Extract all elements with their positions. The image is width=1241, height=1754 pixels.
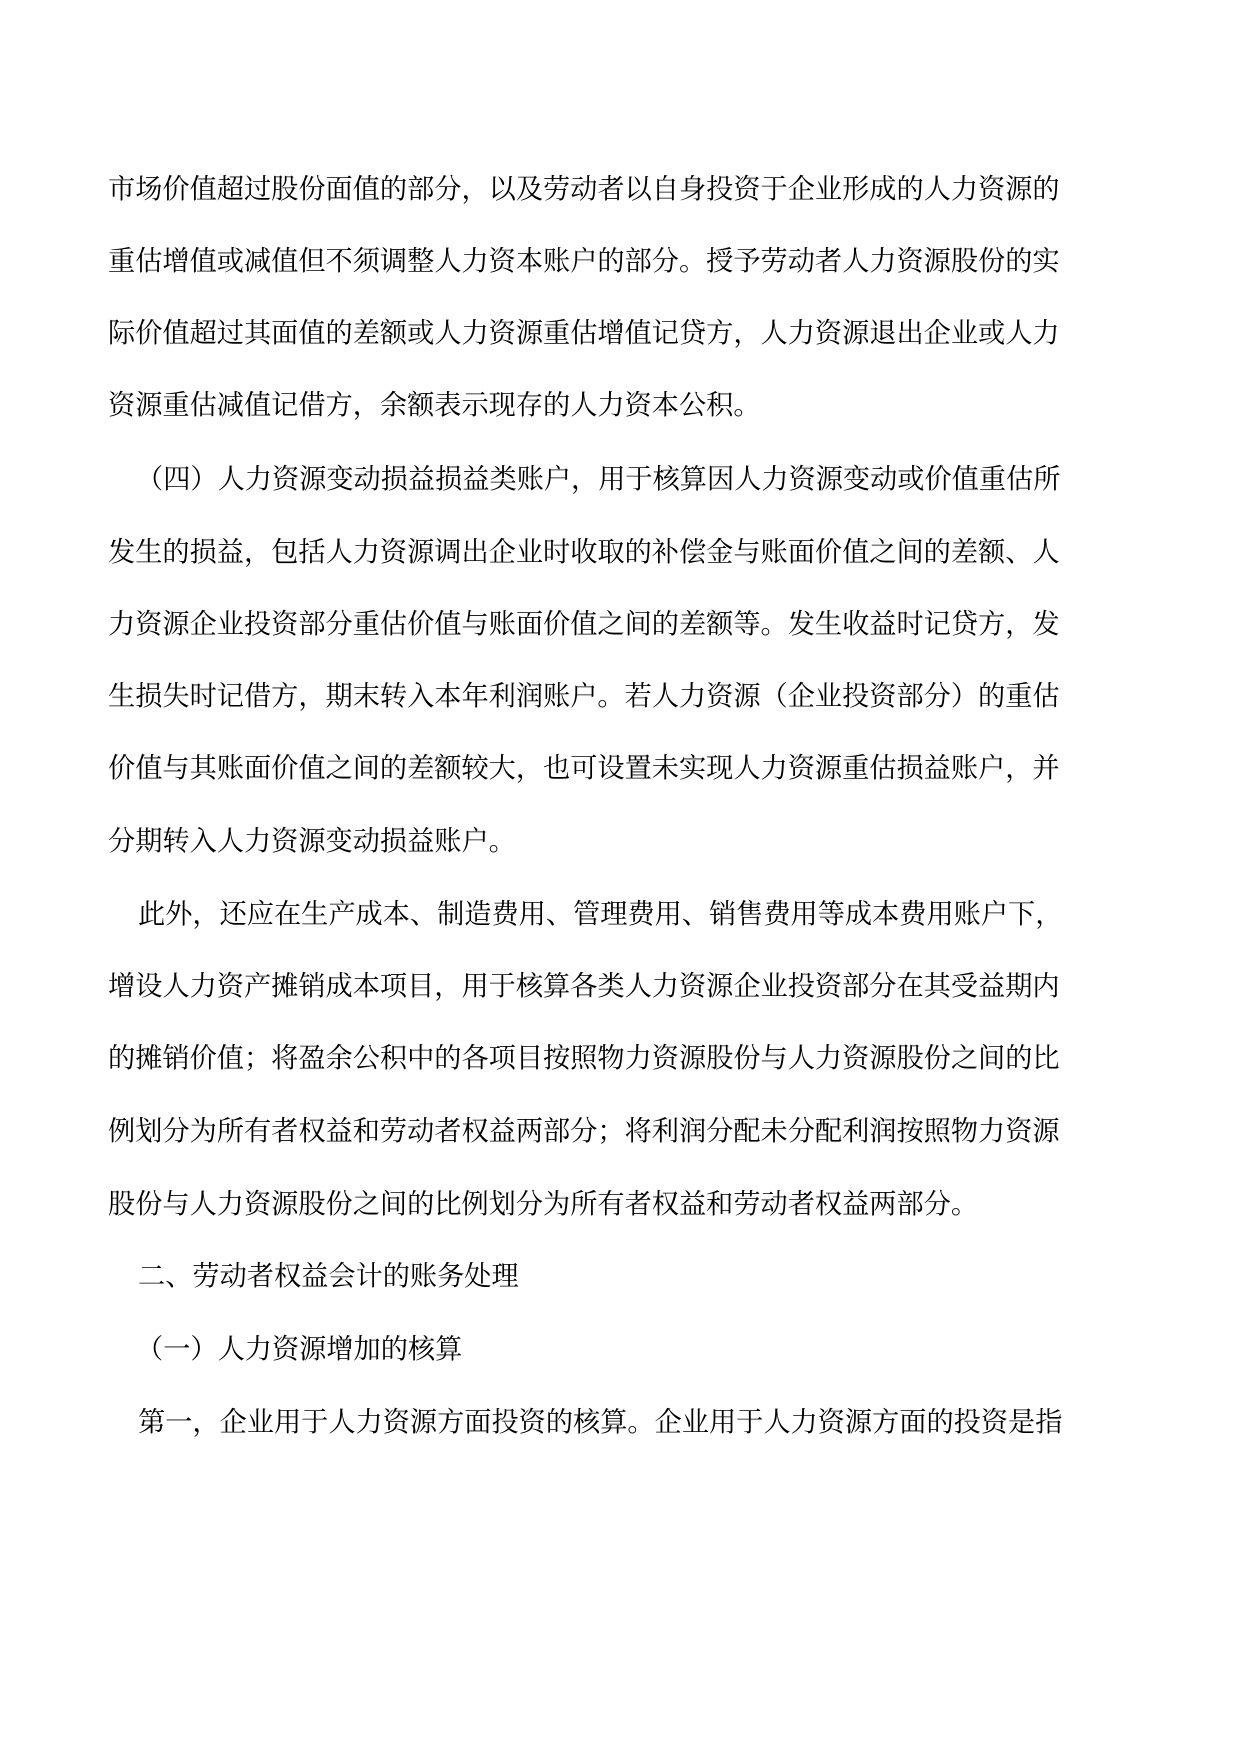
text-line: 第一，企业用于人力资源方面投资的核算。企业用于人力资源方面的投资是指 bbox=[138, 1407, 1063, 1438]
text-line: 资源重估减值记借方，余额表示现存的人力资本公积。 bbox=[108, 390, 761, 421]
text-line: 发生的损益，包括人力资源调出企业时收取的补偿金与账面价值之间的差额、人 bbox=[108, 537, 1060, 568]
text-line: 生损失时记借方，期末转入本年利润账户。若人力资源（企业投资部分）的重估 bbox=[108, 681, 1060, 712]
text-line: 价值与其账面价值之间的差额较大，也可设置未实现人力资源重估损益账户，并 bbox=[108, 753, 1060, 784]
section-heading: 二、劳动者权益会计的账务处理 bbox=[138, 1261, 519, 1292]
text-line: 增设人力资产摊销成本项目，用于核算各类人力资源企业投资部分在其受益期内 bbox=[108, 971, 1060, 1002]
subsection-heading: （一）人力资源增加的核算 bbox=[136, 1334, 463, 1365]
text-line: 分期转入人力资源变动损益账户。 bbox=[108, 826, 516, 857]
text-line: 重估增值或减值但不须调整人力资本账户的部分。授予劳动者人力资源股份的实 bbox=[108, 246, 1060, 277]
text-line: 此外，还应在生产成本、制造费用、管理费用、销售费用等成本费用账户下， bbox=[138, 899, 1063, 930]
text-line: 际价值超过其面值的差额或人力资源重估增值记贷方，人力资源退出企业或人力 bbox=[108, 318, 1060, 349]
text-line: 股份与人力资源股份之间的比例划分为所有者权益和劳动者权益两部分。 bbox=[108, 1189, 979, 1220]
text-line: （四）人力资源变动损益损益类账户，用于核算因人力资源变动或价值重估所 bbox=[136, 464, 1061, 495]
text-line: 例划分为所有者权益和劳动者权益两部分；将利润分配未分配利润按照物力资源 bbox=[108, 1116, 1060, 1147]
text-line: 市场价值超过股份面值的部分，以及劳动者以自身投资于企业形成的人力资源的 bbox=[108, 174, 1060, 205]
text-line: 的摊销价值；将盈余公积中的各项目按照物力资源股份与人力资源股份之间的比 bbox=[108, 1043, 1060, 1074]
text-line: 力资源企业投资部分重估价值与账面价值之间的差额等。发生收益时记贷方，发 bbox=[108, 609, 1060, 640]
